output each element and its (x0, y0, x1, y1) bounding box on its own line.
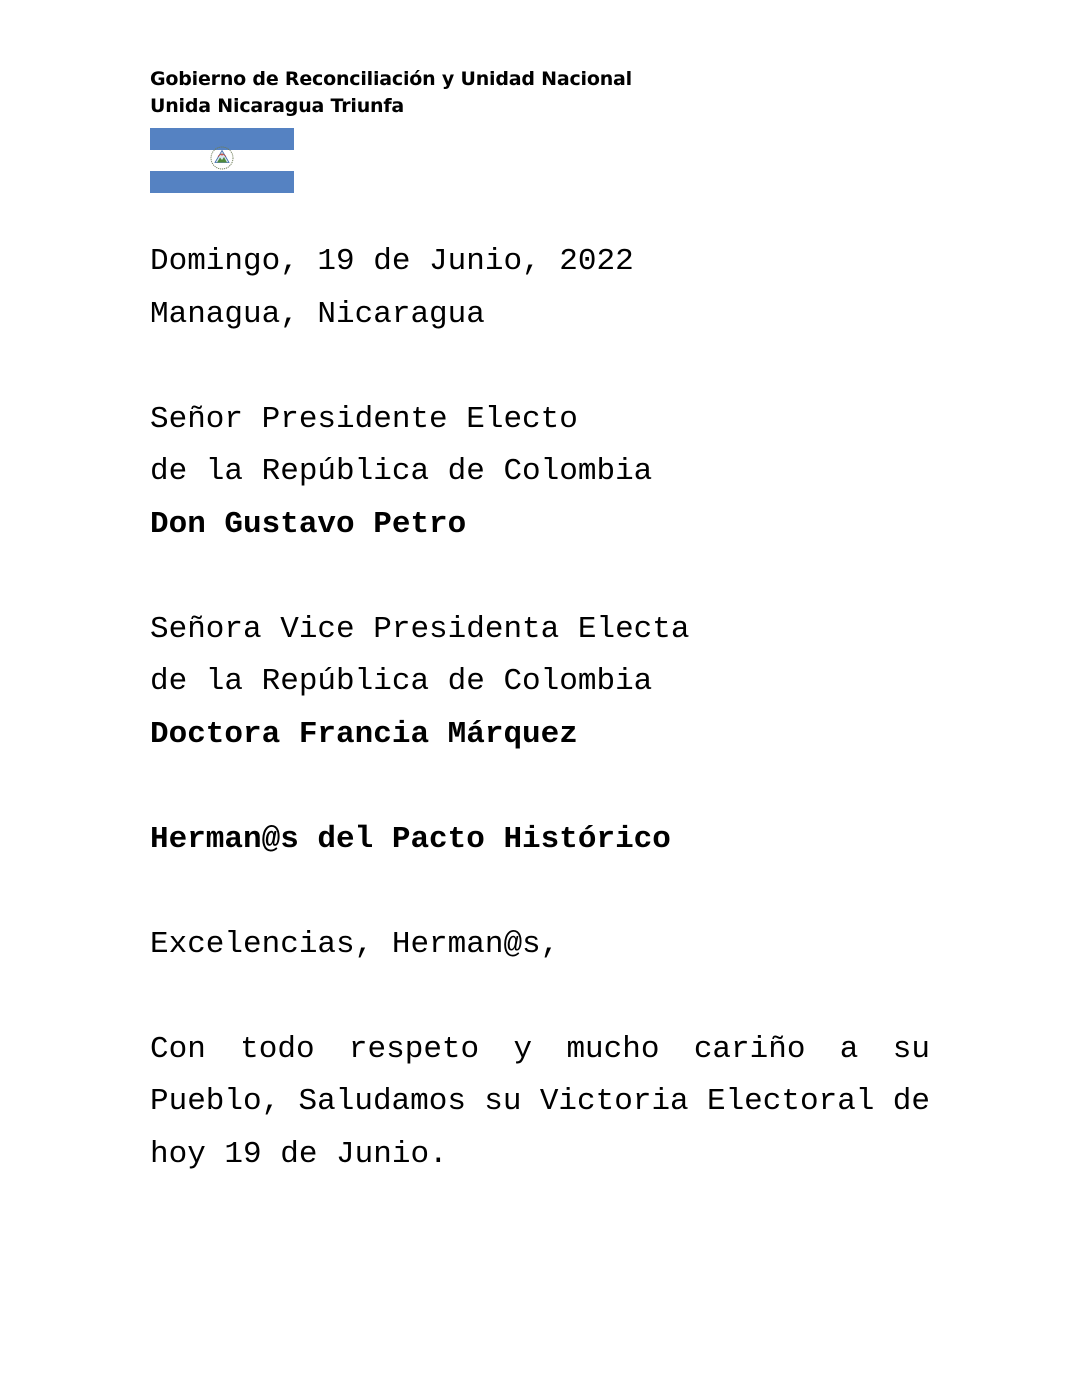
flag-bottom-band (150, 171, 294, 193)
letter-place: Managua, Nicaragua (150, 296, 485, 332)
body-word: a (839, 1031, 859, 1067)
body-word: su (484, 1084, 522, 1119)
coat-of-arms-icon (208, 144, 236, 172)
recipient2-name: Doctora Francia Márquez (150, 716, 578, 752)
body-paragraph-line-1 (150, 1024, 930, 1077)
nicaragua-flag (150, 128, 294, 193)
body-word: y (513, 1031, 533, 1067)
body-paragraph-line-3: hoy 19 de Junio. (150, 1136, 448, 1172)
recipient1-title: Señor Presidente Electo (150, 401, 578, 437)
recipient1-name: Don Gustavo Petro (150, 506, 467, 542)
body-word: Saludamos (298, 1084, 466, 1119)
body-word: de (892, 1084, 930, 1119)
body-word: Con (150, 1031, 206, 1067)
letterhead (150, 66, 632, 120)
flag-middle-band (150, 150, 294, 172)
letterhead-slogan: Unida Nicaragua Triunfa (150, 95, 405, 117)
body-word: respeto (348, 1031, 480, 1067)
body-word: todo (240, 1031, 315, 1067)
letter-salutation: Excelencias, Herman@s, (150, 926, 560, 962)
letter-date: Domingo, 19 de Junio, 2022 (150, 244, 634, 279)
letterhead-government-name: Gobierno de Reconciliación y Unidad Nacional (150, 68, 632, 90)
body-word: Electoral (706, 1084, 875, 1119)
recipient2-country: de la República de Colombia (150, 664, 653, 699)
body-word: mucho (566, 1031, 660, 1067)
letter-body (150, 236, 930, 1181)
body-word: su (892, 1031, 930, 1067)
body-word: cariño (693, 1031, 806, 1067)
recipient1-country: de la República de Colombia (150, 454, 653, 489)
body-word: Victoria (539, 1084, 689, 1119)
recipient3-name: Herman@s del Pacto Histórico (150, 821, 671, 857)
recipient2-title: Señora Vice Presidenta Electa (150, 611, 690, 647)
body-paragraph-line-2 (150, 1076, 930, 1129)
body-word: Pueblo, (150, 1084, 281, 1119)
